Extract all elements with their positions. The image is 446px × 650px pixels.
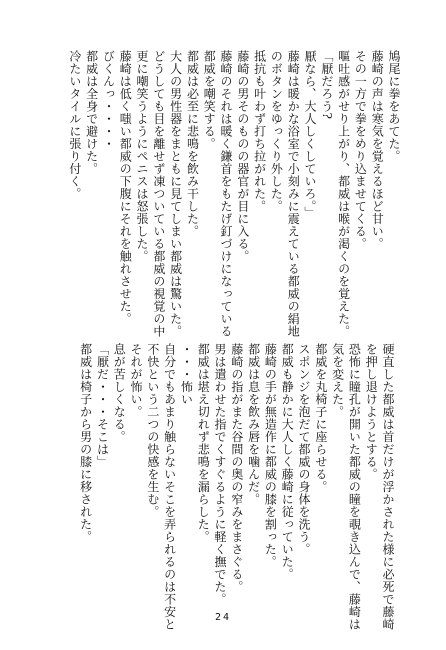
text-line: 厭なら、大人しくしていろ。」 xyxy=(303,50,318,219)
text-line: 大人の男性器をまともに見てしまい都威は驚いた。 xyxy=(168,50,183,338)
text-line: 抵抗も叶わず打ち拉がれた。 xyxy=(252,50,267,213)
text-line: 都威は全身で避けた。 xyxy=(84,50,99,175)
text-line: 都威は息を飲み唇を噛んだ。 xyxy=(246,343,261,506)
text-line: 男は遣わせた指でくすぐるように軽く撫でた。 xyxy=(213,343,228,606)
text-line: 硬直した都威は首だけが浮かされた様に必死で藤崎 xyxy=(381,343,395,631)
text-line: 藤崎は暖かな浴室で小刻みに震えている都威の絹地 xyxy=(286,50,301,338)
text-line: その一方で拳をめり込ませてくる。 xyxy=(353,50,368,250)
text-line: それが怖い。 xyxy=(129,343,144,418)
text-line: 気を変えた。 xyxy=(330,343,345,418)
text-line: 藤崎のそれは暖く鎌首をもたげ釘づけになっている xyxy=(219,50,234,338)
text-line: どうしても目を離せず凍ついている都威の視覚の中 xyxy=(151,50,166,338)
text-line: のボタンをゆっくり外した。 xyxy=(269,50,284,213)
upper-text-block xyxy=(22,50,402,338)
text-line: 「厭だ・・・そこは」 xyxy=(95,343,110,468)
text-line: 都威を嘲笑する。 xyxy=(202,50,217,150)
text-line: 都威は堪え切れず悲鳴を漏らした。 xyxy=(196,343,211,543)
text-line: 都威は椅子から男の膝に移された。 xyxy=(78,343,93,543)
text-line: 自分でもあまり触らないそこを弄られるのは不安と xyxy=(162,343,177,631)
text-line: 藤崎の指がまた谷間の奥の窄みをまさぐる。 xyxy=(229,343,244,593)
text-line: を押し退けようとする。 xyxy=(364,343,379,481)
text-line: 都威も静かに大人しく藤崎に従っていた。 xyxy=(280,343,295,581)
text-line: 鳩尾に拳をあてた。 xyxy=(387,50,401,163)
text-line: 都威を丸椅子に座らせる。 xyxy=(313,343,328,493)
text-line: 嘔吐感がせり上がり、都威は喉が渇くのを覚えた。 xyxy=(336,50,351,338)
text-line: 藤崎の男そのものの器官が目に入る。 xyxy=(235,50,250,263)
text-line: 藤崎は低く嗤い都威の下腹にそれを触れさせた。 xyxy=(118,50,133,325)
text-line: 不快という二つの快感を生む。 xyxy=(145,343,160,518)
text-line: ・・・怖い xyxy=(179,343,194,406)
text-line: 更に嘲笑うようにペニスは怒張した。 xyxy=(135,50,150,263)
text-line: スポンジを泡だて都威の身体を洗う。 xyxy=(297,343,312,556)
text-line: 藤崎の声は寒気を覚えるほど甘い。 xyxy=(370,50,385,250)
text-line: 恐怖に瞳孔が開いた都威の瞳を覗き込んで、藤崎は xyxy=(347,343,362,631)
text-line: びくんっ・・・・ xyxy=(101,50,116,150)
text-line: 冷たいタイルに張り付く。 xyxy=(67,50,82,200)
text-line: 息が苦しくなる。 xyxy=(112,343,127,443)
text-line: 藤崎の手が無造作に都威の膝を割った。 xyxy=(263,343,278,568)
text-line: 都威は必至に悲鳴を飲み干した。 xyxy=(185,50,200,238)
text-line: 「厭だろう? xyxy=(319,50,334,120)
page-number: 24 xyxy=(214,612,232,623)
